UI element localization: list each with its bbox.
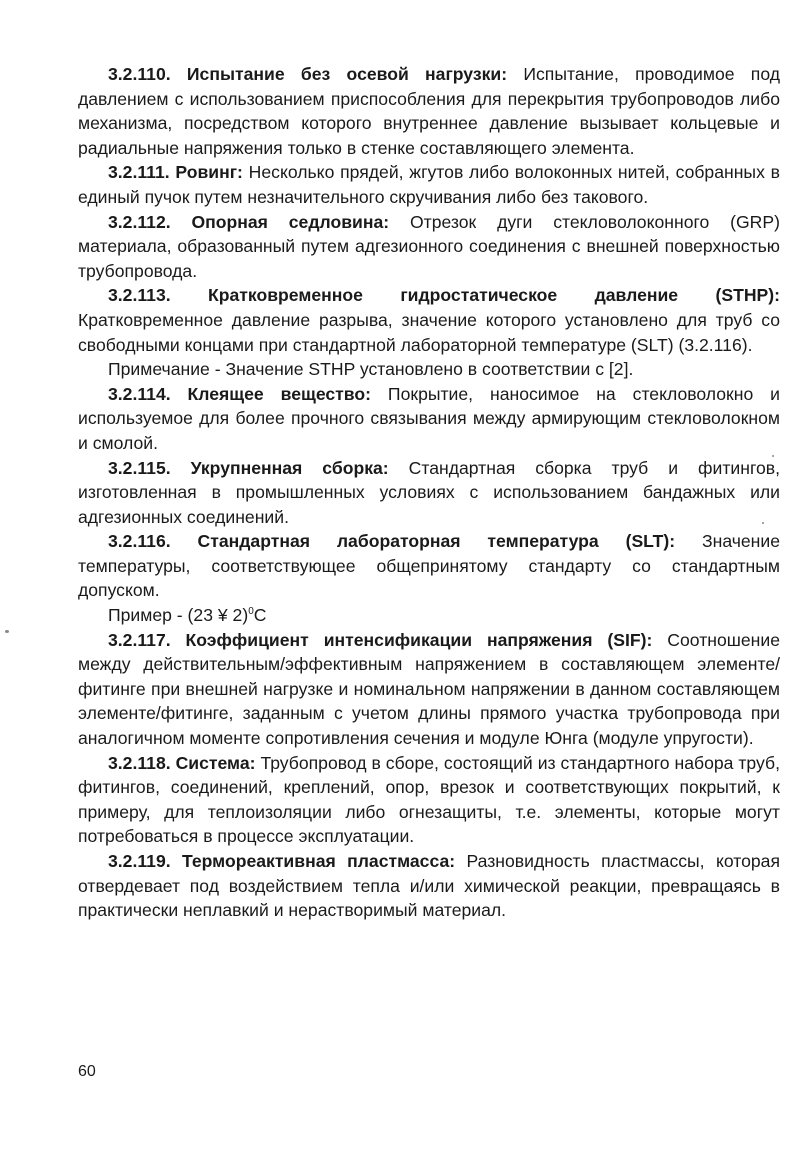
definition-term: 3.2.116. Стандартная лабораторная температура (SLT): bbox=[108, 531, 676, 552]
scan-speck bbox=[762, 522, 764, 524]
example-text: Пример - (23 ¥ 2) bbox=[108, 605, 249, 626]
definition-term: 3.2.117. Коэффициент интенсификации напряжения (SIF): bbox=[108, 629, 653, 650]
definition-text: Трубопровод в сборе, состоящий из стандартного набора труб, фитингов, соединений, креплений, опор, врезок и соответствующих покрытий, к примеру, для теплоизоляции либо огнезащиты, т.е. элементы, которые могут потребоваться в процессе эксплуатации. bbox=[78, 752, 780, 847]
definition-term: 3.2.119. Термореактивная пластмасса: bbox=[108, 851, 456, 871]
example-superscript: 0 bbox=[248, 606, 254, 618]
definition-term: 3.2.110. Испытание без осевой нагрузки: bbox=[108, 64, 508, 84]
definition-text: Стандартная сборка труб и фитингов, изготовленная в промышленных условиях с использованием бандажных или адгезионных соединений. bbox=[78, 457, 780, 527]
definition-text: Кратковременное давление разрыва, значение которого установлено для труб со свободными концами при стандартной лабораторной температуре (SLT) (3.2.116). bbox=[78, 309, 780, 355]
definition-text: Покрытие, наносимое на стекловолокно и используемое для более прочного связывания между армирующим стекловолокном и смолой. bbox=[78, 383, 780, 453]
definition-term: 3.2.115. Укрупненная сборка: bbox=[108, 457, 389, 478]
definition-3-2-119 bbox=[78, 849, 780, 923]
definition-3-2-118 bbox=[78, 751, 780, 849]
definition-3-2-112 bbox=[78, 210, 780, 284]
definition-term: 3.2.114. Клеящее вещество: bbox=[108, 383, 371, 404]
definition-text: Значение температуры, соответствующее общепринятому стандарту со стандартным допуском. bbox=[78, 531, 780, 601]
definition-text: Испытание, проводимое под давлением с использованием приспособления для перекрытия трубопроводов либо механизма, посредством которого внутреннее давление вызывает кольцевые и радиальные напряжения только в стенке составляющего элемента. bbox=[78, 64, 780, 158]
document-body bbox=[78, 62, 780, 923]
definition-3-2-117 bbox=[78, 628, 780, 751]
definition-term: 3.2.113. Кратковременное гидростатическое давление (STHP): bbox=[108, 285, 780, 306]
definition-3-2-116 bbox=[78, 529, 780, 603]
definition-3-2-114 bbox=[78, 382, 780, 456]
definition-text: Отрезок дуги стекловолоконного (GRP) материала, образованный путем адгезионного соединения с внешней поверхностью трубопровода. bbox=[78, 211, 780, 281]
definition-text: Несколько прядей, жгутов либо волоконных нитей, собранных в единый пучок путем незначительного скручивания либо без такового. bbox=[78, 162, 780, 207]
definition-term: 3.2.111. Ровинг: bbox=[108, 162, 243, 183]
definition-3-2-111 bbox=[78, 160, 780, 209]
definition-3-2-115 bbox=[78, 456, 780, 530]
scan-speck bbox=[5, 630, 9, 633]
definition-term: 3.2.118. Система: bbox=[108, 752, 256, 773]
definition-3-2-113 bbox=[78, 283, 780, 357]
note-paragraph bbox=[78, 357, 780, 382]
definition-term: 3.2.112. Опорная седловина: bbox=[108, 211, 390, 232]
example-paragraph bbox=[78, 603, 780, 628]
definition-text: Соотношение между действительным/эффективным напряжением в составляющем элементе/фитинге при внешней нагрузке и номинальном напряжении в данном составляющем элементе/фитинге, заданным с учетом длины прямого участка трубопровода при аналогичном моменте сопротивления сечения и модуле Юнга (модуле упругости). bbox=[78, 629, 780, 749]
page-number: 60 bbox=[78, 1063, 96, 1080]
definition-3-2-110 bbox=[78, 62, 780, 160]
note-text: Примечание - Значение STHP установлено в соответствии с [2]. bbox=[108, 359, 634, 380]
example-unit: С bbox=[253, 605, 267, 626]
definition-text: Разновидность пластмассы, которая отвердевает под воздействием тепла и/или химической реакции, превращаясь в практически неплавкий и нерастворимый материал. bbox=[78, 851, 780, 921]
scan-speck bbox=[772, 455, 774, 457]
